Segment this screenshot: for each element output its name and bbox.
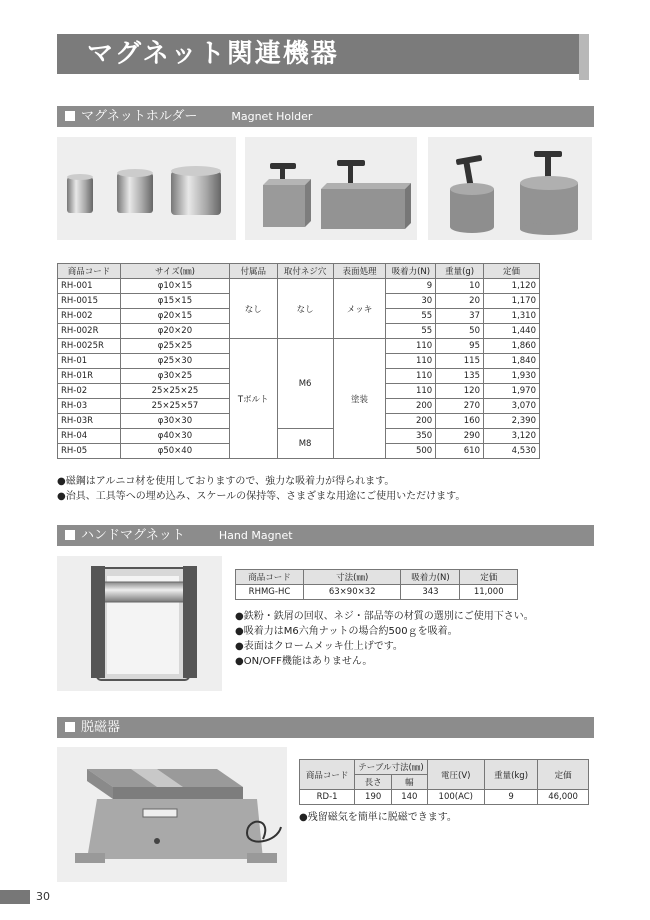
demag-notes (299, 810, 599, 825)
photo-demagnetizer (57, 747, 287, 882)
cell-force: 110 (386, 384, 436, 399)
col-weight: 重量(kg) (484, 760, 537, 790)
page-tab (0, 890, 30, 904)
cell-force: 110 (386, 369, 436, 384)
cell-weight: 37 (436, 309, 484, 324)
cell-voltage: 100(AC) (427, 790, 484, 805)
col-length: 長さ (355, 775, 392, 790)
cell-price: 1,170 (484, 294, 540, 309)
cell-size: 25×25×25 (121, 384, 230, 399)
cell-price: 1,310 (484, 309, 540, 324)
cell-price: 4,530 (484, 444, 540, 459)
cell-code: RH-02 (58, 384, 121, 399)
col-accessory: 付属品 (229, 264, 277, 279)
cell-size: φ25×30 (121, 354, 230, 369)
cell-size: φ20×20 (121, 324, 230, 339)
table-row (236, 585, 518, 600)
cell-accessory: Tボルト (229, 339, 277, 459)
page-number: 30 (36, 890, 50, 903)
cell-price: 46,000 (538, 790, 589, 805)
cell-price: 3,070 (484, 399, 540, 414)
cell-code: RH-03R (58, 414, 121, 429)
col-code: 商品コード (236, 570, 304, 585)
cell-weight: 10 (436, 279, 484, 294)
cell-size: φ30×25 (121, 369, 230, 384)
section-title: マグネットホルダー (81, 109, 198, 124)
col-finish: 表面処理 (333, 264, 386, 279)
cell-code: RH-03 (58, 399, 121, 414)
cell-size: 25×25×57 (121, 399, 230, 414)
cell-size: φ30×30 (121, 414, 230, 429)
col-force: 吸着力(N) (386, 264, 436, 279)
cell-size: φ25×25 (121, 339, 230, 354)
cell-screw: M6 (277, 339, 333, 429)
cell-price: 2,390 (484, 414, 540, 429)
cell-size: φ15×15 (121, 294, 230, 309)
section-magnet-holder (57, 106, 594, 127)
cell-width: 140 (392, 790, 428, 805)
cell-code: RHMG-HC (236, 585, 304, 600)
cell-force: 55 (386, 309, 436, 324)
page-title: マグネット関連機器 (57, 34, 579, 74)
col-width: 幅 (392, 775, 428, 790)
cell-price: 1,970 (484, 384, 540, 399)
cell-finish: 塗装 (333, 339, 386, 459)
cell-price: 11,000 (460, 585, 518, 600)
col-force: 吸着力(N) (401, 570, 460, 585)
table-row (300, 790, 589, 805)
cell-price: 1,120 (484, 279, 540, 294)
note-item: ● ON/OFF機能はありません。 (235, 654, 595, 669)
cell-weight: 9 (484, 790, 537, 805)
section-title-en: Magnet Holder (231, 110, 313, 123)
cell-finish: メッキ (333, 279, 386, 339)
table-header-row (236, 570, 518, 585)
col-size: 寸法(㎜) (303, 570, 400, 585)
cell-weight: 270 (436, 399, 484, 414)
block-holders-image (245, 137, 417, 240)
round-holders-image (57, 137, 236, 240)
cell-code: RH-04 (58, 429, 121, 444)
note-item: ● 吸着力はM6六角ナットの場合約500ｇを吸着。 (235, 624, 595, 639)
cell-force: 343 (401, 585, 460, 600)
cell-force: 30 (386, 294, 436, 309)
note-item: ● 残留磁気を簡単に脱磁できます。 (299, 810, 599, 825)
cell-force: 500 (386, 444, 436, 459)
col-voltage: 電圧(V) (427, 760, 484, 790)
cell-code: RH-05 (58, 444, 121, 459)
cell-weight: 135 (436, 369, 484, 384)
hand-notes (235, 609, 595, 669)
table-header-row (300, 760, 589, 775)
holder-notes (57, 474, 597, 504)
demagnetizer-image (57, 747, 287, 882)
hand-magnet-image (57, 556, 222, 691)
cell-force: 350 (386, 429, 436, 444)
cell-accessory: なし (229, 279, 277, 339)
col-price: 定価 (460, 570, 518, 585)
cell-price: 1,860 (484, 339, 540, 354)
col-code: 商品コード (300, 760, 355, 790)
square-bullet-icon (65, 722, 75, 732)
note-item: ● 鉄粉・鉄屑の回収、ネジ・部品等の材質の選別にご使用下さい。 (235, 609, 595, 624)
cell-weight: 115 (436, 354, 484, 369)
cell-price: 1,440 (484, 324, 540, 339)
section-demagnetizer (57, 717, 594, 738)
note-item: ● 表面はクロームメッキ仕上げです。 (235, 639, 595, 654)
col-price: 定価 (484, 264, 540, 279)
cell-price: 1,840 (484, 354, 540, 369)
square-bullet-icon (65, 111, 75, 121)
cell-code: RD-1 (300, 790, 355, 805)
cell-force: 55 (386, 324, 436, 339)
cell-code: RH-0025R (58, 339, 121, 354)
table-header-row (58, 264, 540, 279)
col-code: 商品コード (58, 264, 121, 279)
note-item: ● 治具、工具等への埋め込み、スケールの保持等、さまざまな用途にご使用いただけます。 (57, 489, 597, 504)
title-shadow (579, 34, 589, 80)
cell-weight: 160 (436, 414, 484, 429)
cell-code: RH-01 (58, 354, 121, 369)
cell-code: RH-01R (58, 369, 121, 384)
cell-weight: 610 (436, 444, 484, 459)
hand-magnet-table (235, 569, 518, 600)
cell-weight: 95 (436, 339, 484, 354)
photo-round-holders (57, 137, 236, 240)
cell-size: φ40×30 (121, 429, 230, 444)
cell-weight: 290 (436, 429, 484, 444)
section-title: ハンドマグネット (81, 528, 185, 543)
table-row (58, 339, 540, 354)
cell-price: 3,120 (484, 429, 540, 444)
cell-force: 110 (386, 339, 436, 354)
photo-cylinder-holders (428, 137, 592, 240)
magnet-holder-table (57, 263, 540, 459)
square-bullet-icon (65, 530, 75, 540)
section-title-en: Hand Magnet (218, 529, 293, 542)
col-price: 定価 (538, 760, 589, 790)
section-hand-magnet (57, 525, 594, 546)
cell-force: 200 (386, 399, 436, 414)
cell-weight: 20 (436, 294, 484, 309)
cell-code: RH-0015 (58, 294, 121, 309)
cell-screw: なし (277, 279, 333, 339)
cell-weight: 50 (436, 324, 484, 339)
demagnetizer-table (299, 759, 589, 805)
cell-screw: M8 (277, 429, 333, 459)
cell-code: RH-002R (58, 324, 121, 339)
cell-code: RH-002 (58, 309, 121, 324)
cell-force: 200 (386, 414, 436, 429)
cell-price: 1,930 (484, 369, 540, 384)
table-row (58, 279, 540, 294)
col-screw: 取付ネジ穴 (277, 264, 333, 279)
section-title: 脱磁器 (81, 720, 121, 735)
cell-force: 9 (386, 279, 436, 294)
col-weight: 重量(g) (436, 264, 484, 279)
col-size: サイズ(㎜) (121, 264, 230, 279)
col-table-size: テーブル寸法(㎜) (355, 760, 427, 775)
photo-hand-magnet (57, 556, 222, 691)
cell-size: φ50×40 (121, 444, 230, 459)
cell-force: 110 (386, 354, 436, 369)
cell-length: 190 (355, 790, 392, 805)
table-row (58, 429, 540, 444)
cell-weight: 120 (436, 384, 484, 399)
cell-size: φ20×15 (121, 309, 230, 324)
note-item: ● 磁鋼はアルニコ材を使用しておりますので、強力な吸着力が得られます。 (57, 474, 597, 489)
cell-size: 63×90×32 (303, 585, 400, 600)
cell-code: RH-001 (58, 279, 121, 294)
cell-size: φ10×15 (121, 279, 230, 294)
photo-block-holders (245, 137, 417, 240)
cylinder-holders-image (428, 137, 592, 240)
